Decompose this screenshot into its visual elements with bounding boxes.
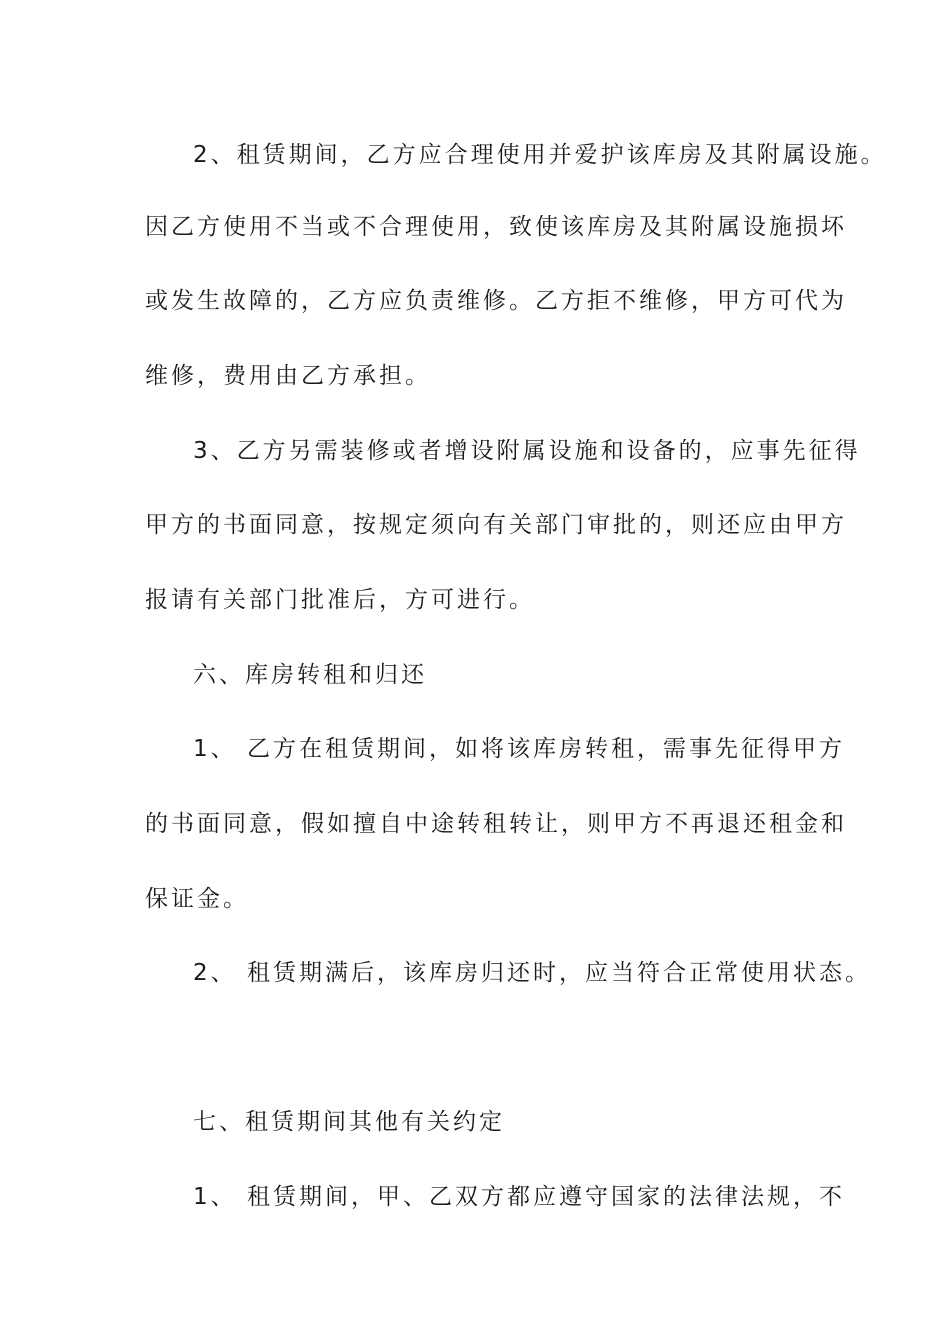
paragraph-line: 或发生故障的，乙方应负责维修。乙方拒不维修，甲方可代为 [145, 288, 847, 314]
section-heading: 七、租赁期间其他有关约定 [193, 1109, 505, 1135]
paragraph-line: 报请有关部门批准后，方可进行。 [145, 587, 535, 613]
paragraph-line: 2、租赁期间，乙方应合理使用并爱护该库房及其附属设施。 [193, 142, 887, 168]
paragraph-line: 的书面同意，假如擅自中途转租转让，则甲方不再退还租金和 [145, 811, 847, 837]
paragraph-line: 保证金。 [145, 886, 249, 912]
paragraph-line: 1、 乙方在租赁期间，如将该库房转租，需事先征得甲方 [193, 736, 845, 762]
section-heading: 六、库房转租和归还 [193, 662, 427, 688]
paragraph-line: 3、乙方另需装修或者增设附属设施和设备的，应事先征得 [193, 438, 861, 464]
paragraph-line: 因乙方使用不当或不合理使用，致使该库房及其附属设施损坏 [145, 214, 847, 240]
paragraph-line: 1、 租赁期间，甲、乙双方都应遵守国家的法律法规，不 [193, 1184, 845, 1210]
paragraph-line: 维修，费用由乙方承担。 [145, 363, 431, 389]
paragraph-line: 2、 租赁期满后，该库房归还时，应当符合正常使用状态。 [193, 960, 871, 986]
paragraph-line: 甲方的书面同意，按规定须向有关部门审批的，则还应由甲方 [145, 512, 847, 538]
